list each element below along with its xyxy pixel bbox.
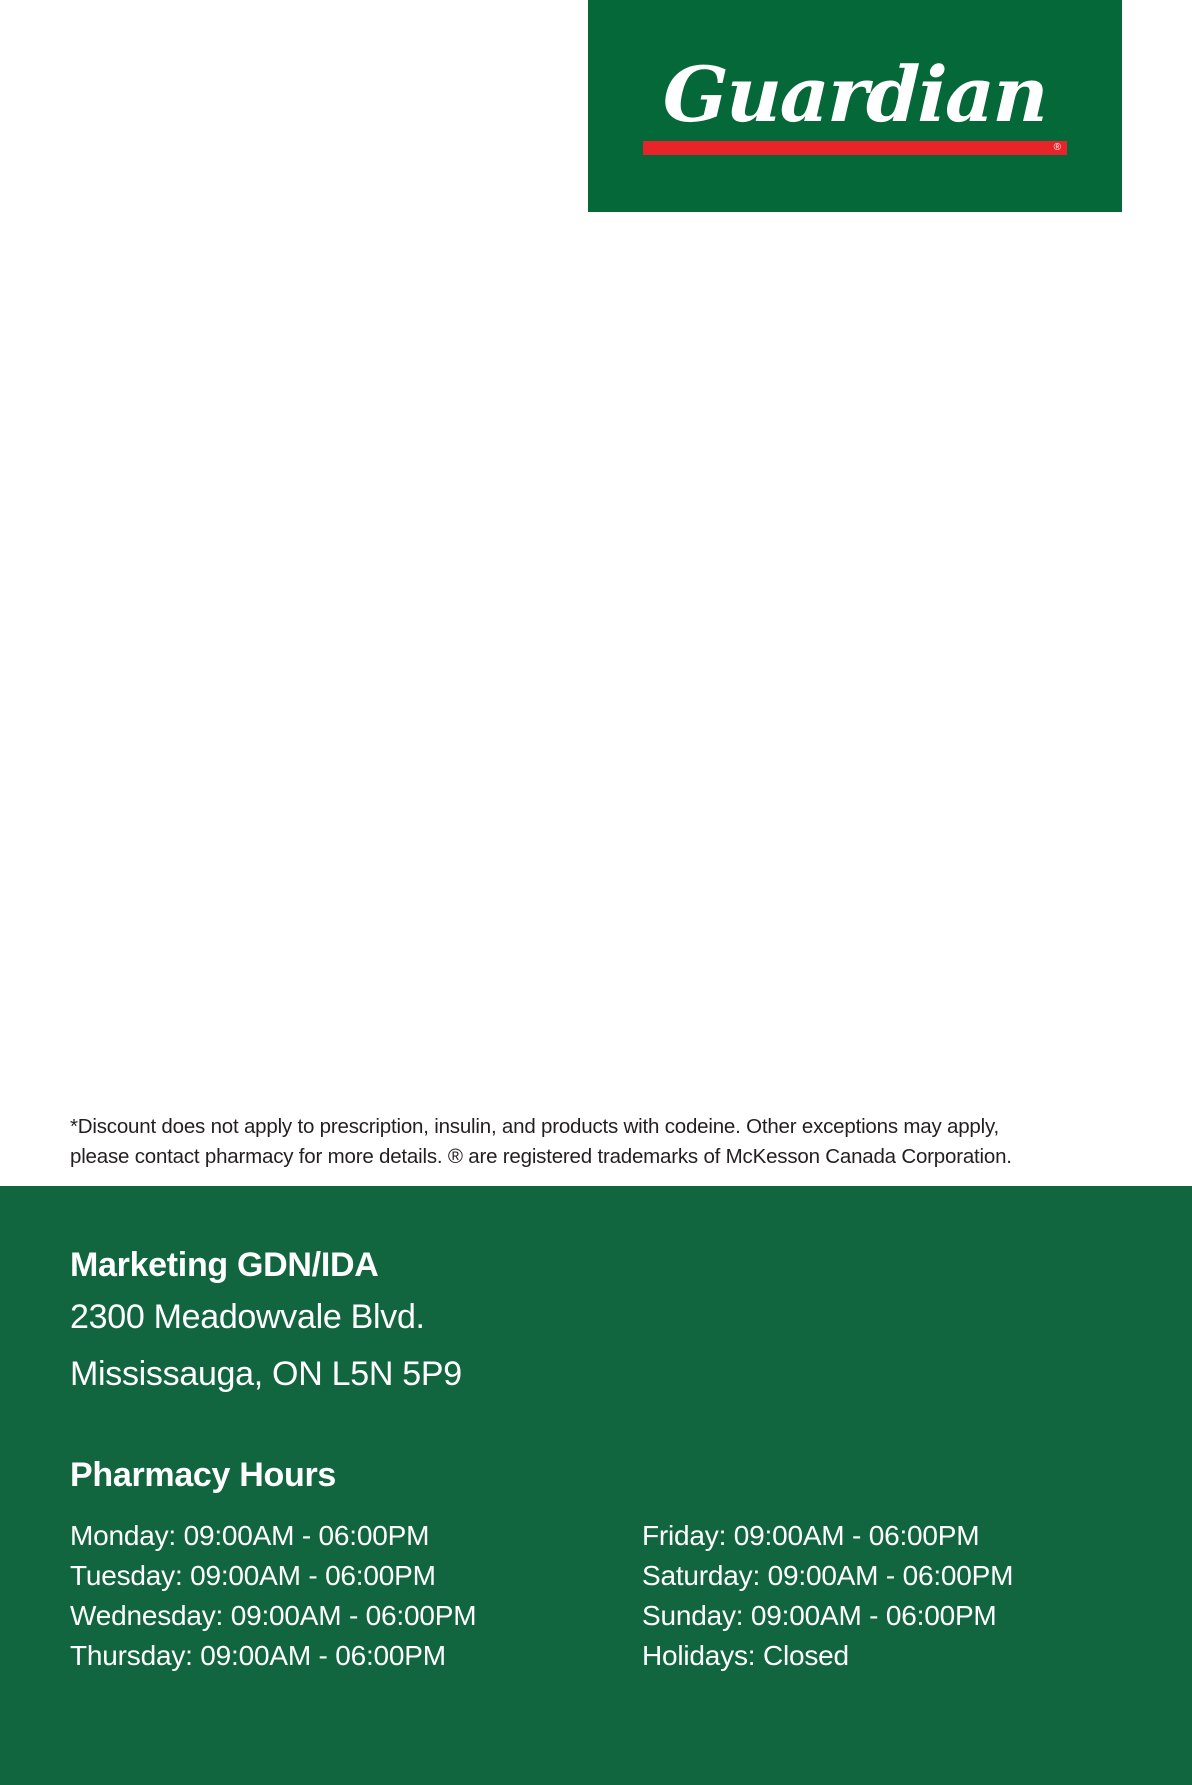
pharmacy-hours-column-left	[70, 1516, 476, 1676]
brand-wordmark: Guardian	[661, 50, 1049, 139]
hours-row: Friday: 09:00AM - 06:00PM	[642, 1520, 980, 1551]
hours-row: Monday: 09:00AM - 06:00PM	[70, 1520, 430, 1551]
disclaimer-line-2: please contact pharmacy for more details. ® are registered trademarks of McKesson Canada Corporation.	[70, 1145, 1012, 1168]
store-address-line-2: Mississauga, ON L5N 5P9	[70, 1355, 462, 1393]
hours-row: Tuesday: 09:00AM - 06:00PM	[70, 1560, 436, 1591]
pharmacy-hours-heading: Pharmacy Hours	[70, 1456, 337, 1494]
registered-trademark-icon: ®	[1053, 142, 1061, 153]
flyer-content-area	[0, 212, 1192, 1187]
disclaimer-text	[70, 1112, 1122, 1172]
disclaimer-line-1: *Discount does not apply to prescription, insulin, and products with codeine. Other exceptions may apply,	[70, 1115, 999, 1138]
brand-logo-banner	[588, 0, 1122, 212]
store-info-footer	[0, 1186, 1192, 1785]
brand-underline-bar	[643, 141, 1067, 155]
hours-row: Wednesday: 09:00AM - 06:00PM	[70, 1600, 477, 1631]
pharmacy-hours-column-right	[642, 1516, 1013, 1676]
hours-row: Sunday: 09:00AM - 06:00PM	[642, 1600, 997, 1631]
store-name: Marketing GDN/IDA	[70, 1246, 379, 1284]
hours-row: Holidays: Closed	[642, 1640, 849, 1671]
hours-row: Saturday: 09:00AM - 06:00PM	[642, 1560, 1014, 1591]
hours-row: Thursday: 09:00AM - 06:00PM	[70, 1640, 446, 1671]
store-address-line-1: 2300 Meadowvale Blvd.	[70, 1298, 425, 1336]
